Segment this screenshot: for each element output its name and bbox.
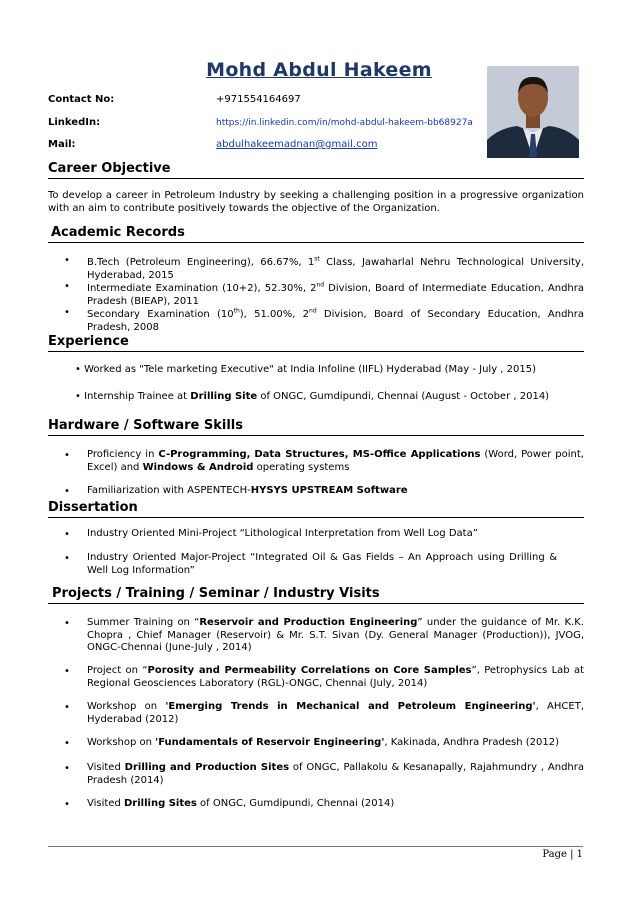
mail-link[interactable]: abdulhakeemadnan@gmail.com [216, 139, 378, 150]
divider [48, 435, 584, 436]
bullet-icon: • [64, 281, 70, 292]
bullet-icon: • [64, 799, 70, 810]
academic-item: B.Tech (Petroleum Engineering), 66.67%, 1st Class, Jawaharlal Nehru Technological University, Hyderabad, 2015 [87, 256, 584, 281]
divider [48, 351, 584, 352]
bullet-icon: • [64, 702, 70, 713]
dissertation-item: Industry Oriented Mini-Project “Lithological Interpretation from Well Log Data” [87, 528, 478, 539]
bullet-icon: • [64, 486, 70, 497]
dissertation-heading: Dissertation [48, 500, 138, 515]
academic-item: Intermediate Examination (10+2), 52.30%, 2nd Division, Board of Intermediate Education, Andhra Pradesh (BIEAP), 2011 [87, 282, 584, 307]
skills-item: Familiarization with ASPENTECH-HYSYS UPSTREAM Software [87, 485, 408, 496]
experience-item: • Internship Trainee at Drilling Site of ONGC, Gumdipundi, Chennai (August - October , 2014) [75, 391, 550, 402]
linkedin-label: LinkedIn: [48, 117, 101, 128]
skills-item: Proficiency in C-Programming, Data Structures, MS-Office Applications (Word, Power point, Excel) and Windows & Android operating systems [87, 449, 584, 473]
project-item: Summer Training on “Reservoir and Production Engineering” under the guidance of Mr. K.K. Chopra , Chief Manager (Reservoir) & Mr. S.T. Sivan (Dy. General Manager (Production)), JVOG, ONGC-Chennai (June-July , 2014) [87, 617, 584, 653]
bullet-icon: • [64, 738, 70, 749]
divider [48, 517, 584, 518]
experience-heading: Experience [48, 334, 129, 349]
mail-label: Mail: [48, 139, 76, 150]
career-text: To develop a career in Petroleum Industry by seeking a challenging position in a progressive organization with an aim to contribute positively towards the objective of the Organization. [48, 190, 584, 214]
contact-value: +971554164697 [216, 94, 301, 105]
academic-heading: Academic Records [51, 225, 185, 240]
experience-item: • Worked as "Tele marketing Executive" at India Infoline (IIFL) Hyderabad (May - July , 2015) [75, 364, 536, 375]
bullet-icon: • [64, 307, 70, 318]
bullet-icon: • [64, 450, 70, 461]
project-item: Workshop on 'Fundamentals of Reservoir Engineering', Kakinada, Andhra Pradesh (2012) [87, 737, 559, 748]
candidate-name: Mohd Abdul Hakeem [206, 59, 432, 81]
divider [48, 178, 584, 179]
dissertation-item: Industry Oriented Major-Project “Integrated Oil & Gas Fields – An Approach using Drilling & Well Log Information” [87, 552, 557, 576]
bullet-icon: • [64, 553, 70, 564]
bullet-icon: • [64, 763, 70, 774]
project-item: Project on “Porosity and Permeability Correlations on Core Samples”, Petrophysics Lab at Regional Geosciences Laboratory (RGL)-ONGC, Chennai (July, 2014) [87, 665, 585, 689]
skills-heading: Hardware / Software Skills [48, 418, 243, 433]
bullet-icon: • [64, 666, 70, 677]
bullet-icon: • [64, 618, 70, 629]
bullet-icon: • [64, 529, 70, 540]
contact-label: Contact No: [48, 94, 115, 105]
bullet-icon: • [64, 255, 70, 266]
footer-divider [48, 846, 583, 847]
project-item: Visited Drilling Sites of ONGC, Gumdipundi, Chennai (2014) [87, 798, 395, 809]
divider [48, 603, 584, 604]
profile-photo [487, 66, 579, 158]
divider [48, 242, 584, 243]
career-heading: Career Objective [48, 161, 171, 176]
page-number: Page | 1 [542, 849, 583, 860]
projects-heading: Projects / Training / Seminar / Industry Visits [52, 586, 380, 601]
linkedin-link[interactable]: https://in.linkedin.com/in/mohd-abdul-hakeem-bb68927a [216, 118, 473, 128]
project-item: Visited Drilling and Production Sites of ONGC, Pallakolu & Kesanapally, Rajahmundry , Andhra Pradesh (2014) [87, 762, 584, 786]
project-item: Workshop on 'Emerging Trends in Mechanical and Petroleum Engineering', AHCET, Hyderabad (2012) [87, 701, 584, 725]
academic-item: Secondary Examination (10th), 51.00%, 2nd Division, Board of Secondary Education, Andhra Pradesh, 2008 [87, 308, 584, 333]
